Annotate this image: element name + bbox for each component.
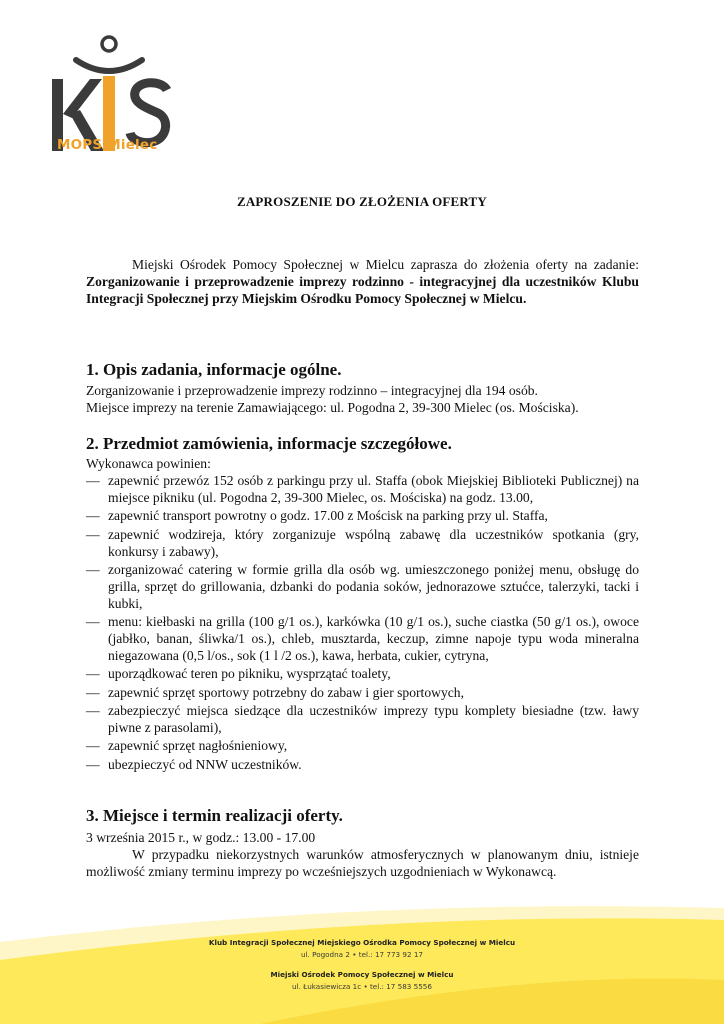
list-dash: — (86, 561, 100, 577)
intro-task-name: Zorganizowanie i przeprowadzenie imprezy rodzinno - integracyjnej dla uczestników Klubu Integracji Społecznej przy Miejskim Ośrodku Pomocy Społecznej w Mielcu. (86, 274, 639, 306)
list-item-text: zapewnić wodzireja, który zorganizuje wspólną zabawę dla uczestników spotkania (gry, konkursy i zabawy), (108, 526, 639, 559)
list-item-text: menu: kiełbaski na grilla (100 g/1 os.), karkówka (10 g/1 os.), suche ciastka (50 g/1 os.), owoce (jabłko, banan, śliwka/1 os.), chleb, musztarda, keczup, zimne napoje typu woda mineralna niegazowana (0,5 l/os., sok (1 l /2 os.), kawa, herbata, cukier, cytryna, (108, 614, 639, 664)
section1-line: Zorganizowanie i przeprowadzenie imprezy rodzinno – integracyjnej dla 194 osób. (86, 383, 538, 398)
requirements-list (86, 472, 639, 774)
document-title: ZAPROSZENIE DO ZŁOŻENIA OFERTY (236, 194, 488, 209)
list-dash: — (86, 526, 100, 542)
list-item (86, 684, 639, 701)
list-item (86, 561, 639, 612)
list-item-text: uporządkować teren po pikniku, wysprzątać toalety, (108, 666, 391, 682)
list-dash: — (86, 756, 100, 772)
list-item (86, 613, 639, 664)
list-item (86, 665, 639, 682)
footer-club-address: ul. Pogodna 2 • tel.: 17 773 92 17 (301, 950, 423, 959)
section2-heading: 2. Przedmiot zamówienia, informacje szczegółowe. (86, 434, 452, 453)
list-dash: — (86, 614, 100, 630)
logo-k-arm (63, 79, 102, 118)
section3-heading: 3. Miejsce i termin realizacji oferty. (86, 806, 343, 825)
footer-club-name: Klub Integracji Społecznej Miejskiego Ośrodka Pomocy Społecznej w Mielcu (208, 938, 516, 947)
list-dash: — (86, 684, 100, 700)
list-item-text: zapewnić sprzęt nagłośnieniowy, (108, 738, 288, 754)
section2-intro: Wykonawca powinien: (86, 456, 211, 471)
list-item-text: zapewnić przewóz 152 osób z parkingu przy ul. Staffa (obok Miejskiej Biblioteki Publicznej) na miejsce pikniku (ul. Pogodna 2, 39-300 Mielec, os. Mościska) na godz. 13.00, (108, 473, 639, 505)
list-dash: — (86, 473, 100, 488)
list-item (86, 526, 639, 560)
list-item-text: zorganizować catering w formie grilla dla osób wg. umieszczonego poniżej menu, obsługę do grilla, sprzęt do grillowania, dzbanki do podania soków, jednorazowe sztućce, talerzyki, tacki i kubki, (108, 561, 639, 611)
section1-heading: 1. Opis zadania, informacje ogólne. (86, 360, 342, 379)
logo-caption: MOPS Mielec (57, 137, 158, 153)
list-item-text: zapewnić sprzęt sportowy potrzebny do zabaw i gier sportowych, (108, 684, 464, 700)
list-dash: — (86, 666, 100, 682)
logo-figure-arms (76, 60, 142, 71)
logo-figure-head (102, 37, 116, 51)
section3-note: W przypadku niekorzystnych warunków atmosferycznych w planowanym dniu, istnieje możliwość zmiany terminu imprezy po wcześniejszych uzgodnieniach w Wykonawcą. (86, 847, 639, 879)
intro-text: Miejski Ośrodek Pomocy Społecznej w Mielcu zaprasza do złożenia oferty na zadanie: (132, 257, 639, 272)
list-item (86, 472, 639, 506)
list-item-text: zapewnić transport powrotny o godz. 17.00 z Mościsk na parking przy ul. Staffa, (108, 508, 548, 524)
list-item (86, 507, 639, 524)
logo-s (130, 83, 167, 143)
list-item (86, 737, 639, 754)
footer-mops-name: Miejski Ośrodek Pomocy Społecznej w Mielcu (270, 970, 454, 979)
list-item-text: ubezpieczyć od NNW uczestników. (108, 756, 302, 772)
footer-mops-address: ul. Łukasiewicza 1c • tel.: 17 583 5556 (292, 982, 432, 991)
list-dash: — (86, 703, 100, 719)
list-item (86, 756, 639, 773)
list-item (86, 702, 639, 736)
list-dash: — (86, 738, 100, 754)
list-item-text: zabezpieczyć miejsca siedzące dla uczestników imprezy typu komplety biesiadne (tzw. ławy piwne z parasolami), (108, 703, 639, 736)
section1-line: Miejsce imprezy na terenie Zamawiającego: ul. Pogodna 2, 39-300 Mielec (os. Mościska). (86, 400, 579, 415)
intro-paragraph (86, 256, 639, 307)
list-dash: — (86, 508, 100, 524)
section3-date: 3 września 2015 r., w godz.: 13.00 - 17.00 (86, 830, 316, 845)
